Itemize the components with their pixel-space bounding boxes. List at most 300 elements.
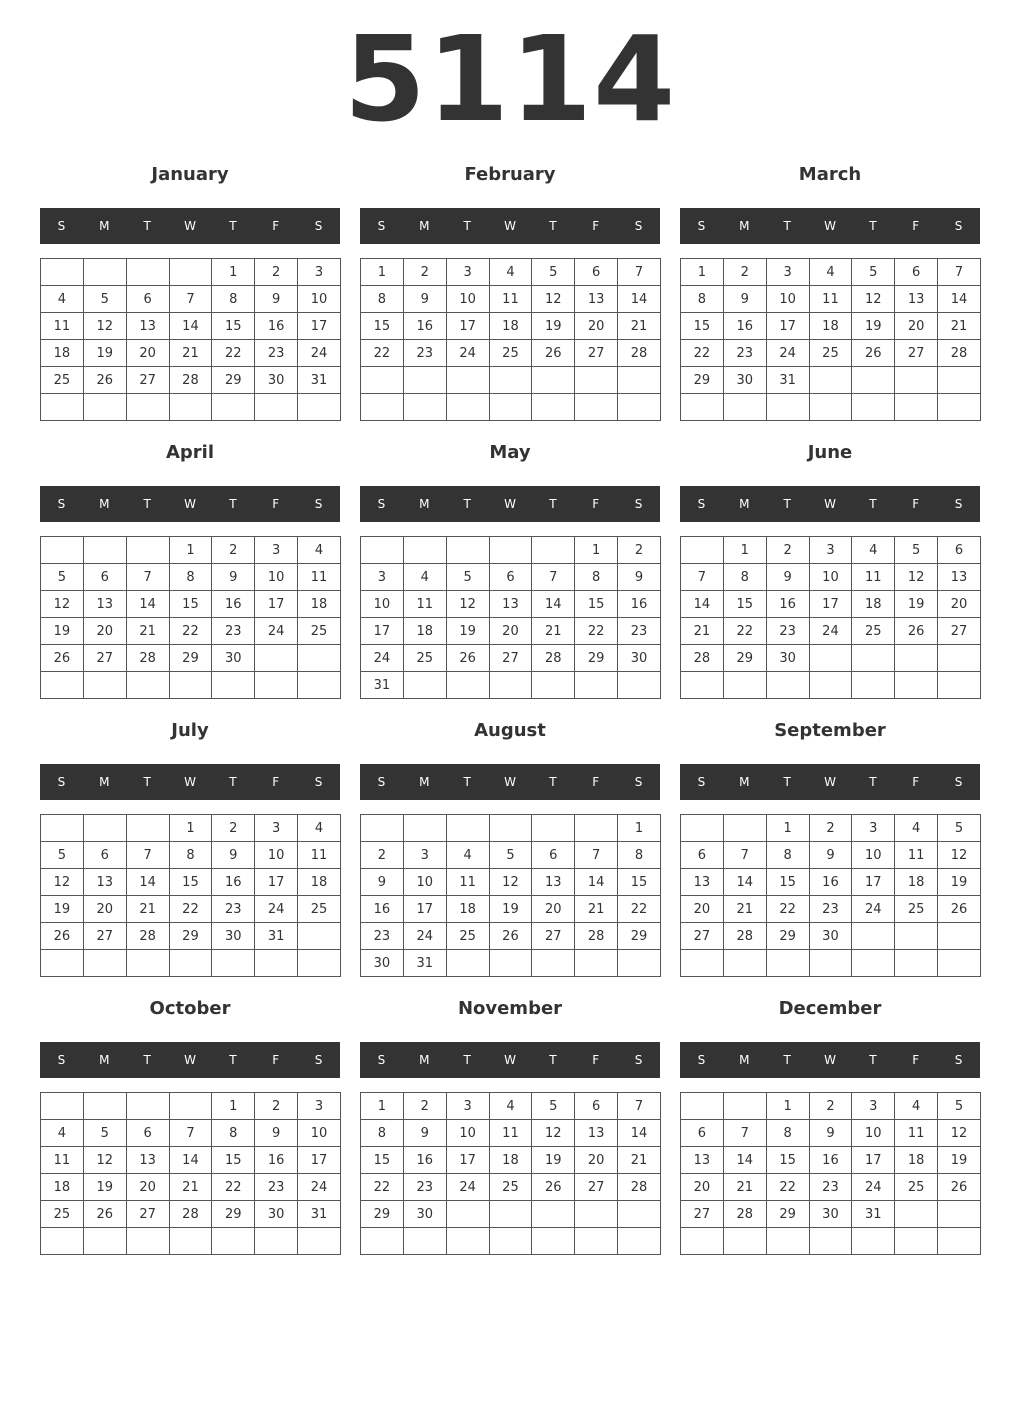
day-grid [360,536,661,699]
week-row [681,537,981,564]
day-cell [532,815,575,842]
weekday-label: M [99,219,110,233]
day-cell: 30 [255,367,298,394]
week-row [41,1120,341,1147]
weekday-label: T [783,775,791,789]
weekday-label: T [463,497,471,511]
week-row [681,394,981,421]
day-cell: 7 [126,842,169,869]
day-cell: 14 [681,591,724,618]
day-cell: 30 [212,923,255,950]
week-row [361,1147,661,1174]
day-cell [446,950,489,977]
day-cell: 23 [723,340,766,367]
day-cell: 7 [169,1120,212,1147]
month-name: March [798,164,862,185]
day-cell: 19 [895,591,938,618]
day-cell [403,537,446,564]
day-cell: 11 [852,564,895,591]
day-cell: 20 [126,340,169,367]
day-cell: 31 [766,367,809,394]
day-cell: 19 [852,313,895,340]
day-cell: 28 [169,1201,212,1228]
day-cell: 17 [298,1147,341,1174]
weekday-label: T [229,497,237,511]
day-cell: 5 [938,815,981,842]
day-cell: 17 [446,313,489,340]
day-cell: 2 [723,259,766,286]
week-row [361,259,661,286]
week-row [41,815,341,842]
day-cell: 9 [403,1120,446,1147]
day-cell [895,394,938,421]
day-cell: 8 [361,1120,404,1147]
day-cell: 24 [298,1174,341,1201]
week-row [361,923,661,950]
day-cell: 12 [446,591,489,618]
day-cell: 13 [83,869,126,896]
day-cell: 2 [809,815,852,842]
day-cell: 8 [212,1120,255,1147]
day-cell: 5 [83,1120,126,1147]
day-cell: 31 [852,1201,895,1228]
week-row [361,645,661,672]
day-cell [809,367,852,394]
day-cell: 28 [938,340,981,367]
day-cell: 14 [723,1147,766,1174]
day-cell: 26 [489,923,532,950]
day-grid [40,814,341,977]
day-cell: 23 [403,1174,446,1201]
day-cell [618,950,661,977]
weekday-label: M [739,775,750,789]
day-cell: 21 [938,313,981,340]
day-cell [41,537,84,564]
day-cell: 25 [895,896,938,923]
month-name: February [464,164,556,185]
week-row [41,564,341,591]
day-cell [126,394,169,421]
weekday-label: M [99,1053,110,1067]
day-cell: 14 [532,591,575,618]
day-cell: 10 [446,1120,489,1147]
day-cell: 11 [895,1120,938,1147]
week-row [41,313,341,340]
weekday-label: T [143,219,151,233]
day-cell [169,950,212,977]
day-cell: 28 [169,367,212,394]
day-cell: 22 [361,1174,404,1201]
day-cell: 11 [298,564,341,591]
day-cell: 13 [895,286,938,313]
day-cell [766,1228,809,1255]
day-cell: 16 [723,313,766,340]
day-cell: 7 [681,564,724,591]
weekday-label: W [184,219,196,233]
day-cell: 11 [41,1147,84,1174]
day-cell: 25 [489,340,532,367]
day-cell: 29 [212,367,255,394]
day-cell: 6 [126,1120,169,1147]
day-cell: 20 [575,1147,618,1174]
day-cell: 6 [83,842,126,869]
weekday-label: T [549,1053,557,1067]
day-cell [126,1228,169,1255]
day-cell: 27 [681,1201,724,1228]
day-cell: 10 [766,286,809,313]
day-cell [255,950,298,977]
day-cell: 22 [723,618,766,645]
day-cell: 14 [938,286,981,313]
day-cell [938,367,981,394]
day-cell: 3 [852,1093,895,1120]
week-row [41,394,341,421]
day-cell: 12 [489,869,532,896]
weekday-label: F [592,775,600,789]
day-cell: 7 [126,564,169,591]
day-cell: 24 [361,645,404,672]
day-cell: 16 [361,896,404,923]
weekday-label: T [143,775,151,789]
week-row [361,367,661,394]
day-cell [809,1228,852,1255]
week-row [681,672,981,699]
weekday-label: F [592,219,600,233]
day-cell [489,367,532,394]
day-cell [575,815,618,842]
day-cell [83,815,126,842]
day-cell [83,1093,126,1120]
day-cell [852,645,895,672]
day-cell: 20 [489,618,532,645]
day-cell: 4 [298,815,341,842]
day-cell: 26 [83,1201,126,1228]
day-cell: 23 [403,340,446,367]
day-cell: 14 [126,869,169,896]
weekday-label: T [229,219,237,233]
day-cell [938,1228,981,1255]
day-cell: 30 [809,923,852,950]
day-cell: 15 [361,313,404,340]
day-cell [938,950,981,977]
day-cell: 18 [298,869,341,896]
day-cell: 8 [766,1120,809,1147]
day-cell: 25 [41,1201,84,1228]
weekday-label: T [229,1053,237,1067]
day-cell [83,259,126,286]
weekday-label: S [634,219,643,233]
month-name: January [151,164,229,185]
week-row [361,564,661,591]
week-row [41,842,341,869]
day-cell: 1 [681,259,724,286]
weekday-label: S [377,219,386,233]
week-row [361,1093,661,1120]
day-cell: 11 [895,842,938,869]
day-cell: 26 [938,1174,981,1201]
day-cell [852,394,895,421]
day-cell: 29 [766,1201,809,1228]
week-row [681,1201,981,1228]
day-cell: 4 [895,1093,938,1120]
weekday-label: T [463,219,471,233]
day-cell [681,815,724,842]
day-cell [403,672,446,699]
day-cell: 18 [895,869,938,896]
day-cell: 1 [361,259,404,286]
week-row [41,645,341,672]
day-cell: 22 [766,1174,809,1201]
day-cell: 9 [403,286,446,313]
day-cell: 23 [618,618,661,645]
week-row [681,340,981,367]
day-cell: 1 [212,1093,255,1120]
weekday-label: W [824,219,836,233]
day-cell [532,367,575,394]
day-cell: 10 [255,564,298,591]
month-name: November [457,998,563,1019]
weekday-label: F [912,219,920,233]
day-cell [766,394,809,421]
day-cell: 21 [618,1147,661,1174]
day-cell: 7 [575,842,618,869]
day-cell: 10 [852,842,895,869]
day-cell: 22 [212,1174,255,1201]
weekday-label: T [549,497,557,511]
day-cell: 9 [809,1120,852,1147]
day-cell: 6 [489,564,532,591]
week-row [41,923,341,950]
week-row [681,815,981,842]
day-cell: 3 [809,537,852,564]
day-cell: 27 [126,1201,169,1228]
day-cell: 17 [255,591,298,618]
day-cell: 6 [681,842,724,869]
day-cell [938,923,981,950]
day-cell: 31 [255,923,298,950]
day-cell: 9 [212,564,255,591]
day-grid [360,258,661,421]
day-cell [41,672,84,699]
day-cell: 29 [766,923,809,950]
day-cell: 21 [575,896,618,923]
day-cell [938,1201,981,1228]
day-cell [403,367,446,394]
day-cell [489,537,532,564]
day-cell: 5 [895,537,938,564]
day-cell: 8 [766,842,809,869]
day-cell: 17 [766,313,809,340]
month-name: April [165,442,215,463]
day-cell [723,950,766,977]
day-cell: 20 [681,896,724,923]
day-cell [895,367,938,394]
day-cell: 7 [532,564,575,591]
day-cell: 27 [895,340,938,367]
week-row [41,1147,341,1174]
week-row [361,537,661,564]
week-row [361,842,661,869]
weekday-label: T [143,1053,151,1067]
day-cell: 4 [403,564,446,591]
day-cell: 4 [489,259,532,286]
day-cell [126,259,169,286]
day-cell [446,1228,489,1255]
day-cell: 1 [575,537,618,564]
day-cell: 12 [532,1120,575,1147]
day-cell: 9 [255,1120,298,1147]
day-cell [809,950,852,977]
day-cell [618,1228,661,1255]
day-cell [895,1228,938,1255]
weekday-label: S [314,775,323,789]
day-cell: 15 [212,313,255,340]
day-cell: 26 [532,1174,575,1201]
day-cell [938,645,981,672]
day-cell: 25 [298,896,341,923]
day-cell [169,1093,212,1120]
day-cell [361,394,404,421]
day-cell: 2 [361,842,404,869]
day-cell: 1 [361,1093,404,1120]
week-row [41,1174,341,1201]
day-cell: 6 [83,564,126,591]
day-cell: 13 [681,1147,724,1174]
day-cell: 26 [446,645,489,672]
day-cell: 20 [575,313,618,340]
day-cell: 11 [489,1120,532,1147]
day-cell: 27 [575,340,618,367]
week-row [361,1120,661,1147]
month-name: August [474,720,546,741]
week-row [681,645,981,672]
day-cell [169,1228,212,1255]
day-cell: 28 [681,645,724,672]
week-row [361,1228,661,1255]
weekday-label: T [549,219,557,233]
day-cell: 27 [489,645,532,672]
week-row [681,842,981,869]
weekday-header [680,486,980,522]
day-cell [489,672,532,699]
day-cell [489,950,532,977]
day-cell: 2 [618,537,661,564]
day-cell: 21 [532,618,575,645]
week-row [681,286,981,313]
day-cell: 12 [83,1147,126,1174]
day-cell [575,1228,618,1255]
year-title: 5114 [343,10,677,148]
day-cell: 19 [938,1147,981,1174]
day-cell: 22 [169,618,212,645]
day-cell [403,394,446,421]
day-cell: 8 [723,564,766,591]
week-row [681,1147,981,1174]
weekday-label: S [57,497,66,511]
day-cell [681,1228,724,1255]
day-cell [169,259,212,286]
day-cell: 3 [361,564,404,591]
day-cell: 8 [618,842,661,869]
day-cell: 21 [618,313,661,340]
weekday-label: S [697,775,706,789]
day-cell: 22 [618,896,661,923]
day-cell: 28 [532,645,575,672]
week-row [361,896,661,923]
weekday-label: M [739,219,750,233]
weekday-label: S [377,1053,386,1067]
week-row [41,286,341,313]
week-row [681,923,981,950]
day-grid [40,258,341,421]
day-cell: 10 [298,1120,341,1147]
day-cell: 29 [618,923,661,950]
day-cell: 14 [618,286,661,313]
day-cell [532,672,575,699]
day-cell: 28 [126,645,169,672]
day-cell [681,672,724,699]
day-cell [895,672,938,699]
week-row [681,1093,981,1120]
weekday-label: S [57,1053,66,1067]
day-cell: 4 [298,537,341,564]
day-cell: 16 [403,313,446,340]
day-cell: 8 [361,286,404,313]
weekday-label: S [697,497,706,511]
weekday-label: S [314,497,323,511]
weekday-label: W [504,219,516,233]
day-cell [681,1093,724,1120]
day-cell: 16 [212,869,255,896]
day-cell: 10 [298,286,341,313]
day-grid [680,258,981,421]
day-cell: 22 [681,340,724,367]
day-cell: 26 [83,367,126,394]
day-cell [446,672,489,699]
weekday-label: T [783,497,791,511]
day-cell: 18 [403,618,446,645]
day-cell [723,1228,766,1255]
weekday-label: F [912,497,920,511]
weekday-label: S [377,497,386,511]
weekday-header [40,764,340,800]
weekday-label: M [419,775,430,789]
day-cell: 5 [446,564,489,591]
weekday-label: W [824,775,836,789]
week-row [41,259,341,286]
day-cell [852,923,895,950]
weekday-label: M [739,1053,750,1067]
day-cell: 20 [83,618,126,645]
day-cell: 26 [41,923,84,950]
day-cell: 21 [169,1174,212,1201]
day-cell [532,537,575,564]
week-row [361,394,661,421]
day-cell: 2 [403,259,446,286]
day-cell: 29 [169,645,212,672]
day-grid [360,814,661,977]
day-cell: 28 [575,923,618,950]
day-cell: 4 [895,815,938,842]
day-cell: 5 [41,564,84,591]
day-cell: 3 [255,537,298,564]
weekday-label: M [99,497,110,511]
day-cell: 21 [681,618,724,645]
day-cell [681,537,724,564]
week-row [681,564,981,591]
day-cell: 18 [41,1174,84,1201]
day-cell [41,950,84,977]
